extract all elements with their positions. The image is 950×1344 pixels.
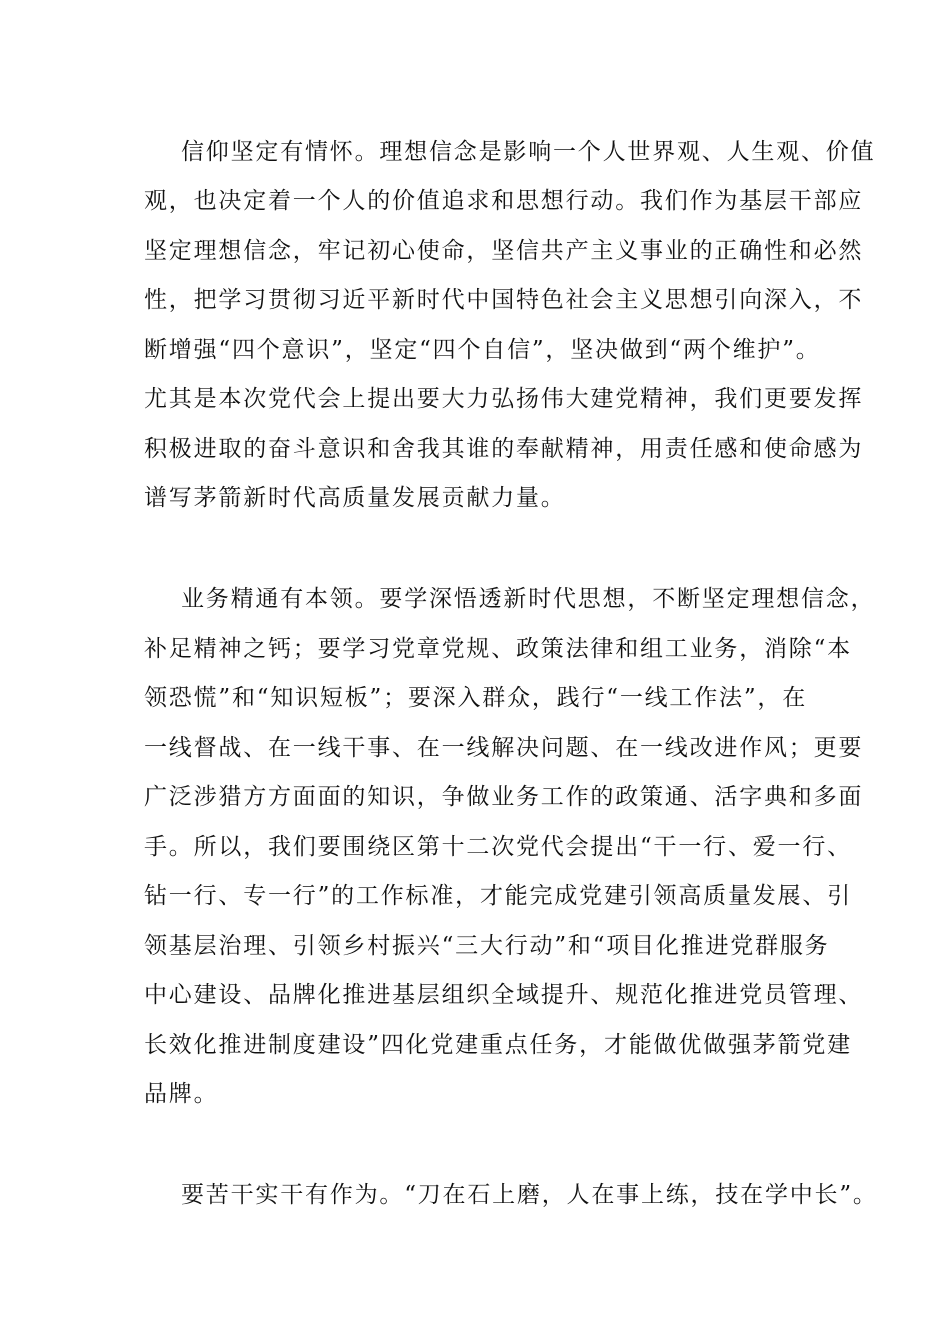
text-line: 尤其是本次党代会上提出要大力弘扬伟大建党精神，我们更要发挥 — [144, 386, 864, 412]
text-line: 一线督战、在一线干事、在一线解决问题、在一线改进作风；更要 — [144, 735, 864, 761]
text-line: 要苦干实干有作为。“刀在石上磨，人在事上练，技在学中长”。 — [181, 1182, 878, 1208]
text-line: 断增强“四个意识”，坚定“四个自信”，坚决做到“两个维护”。 — [144, 337, 821, 363]
text-line: 长效化推进制度建设”四化党建重点任务，才能做优做强茅箭党建 — [144, 1032, 852, 1058]
text-line: 领恐慌”和“知识短板”；要深入群众，践行“一线工作法”，在 — [144, 685, 807, 711]
text-line: 谱写茅箭新时代高质量发展贡献力量。 — [144, 485, 566, 511]
text-line: 钻一行、专一行”的工作标准，才能完成党建引领高质量发展、引 — [144, 883, 852, 909]
text-line: 领基层治理、引领乡村振兴“三大行动”和“项目化推进党群服务 — [144, 933, 830, 959]
text-line: 补足精神之钙；要学习党章党规、政策法律和组工业务，消除“本 — [144, 636, 852, 662]
text-line: 广泛涉猎方方面面的知识，争做业务工作的政策通、活字典和多面 — [144, 784, 864, 810]
text-line: 业务精通有本领。要学深悟透新时代思想，不断坚定理想信念， — [181, 586, 876, 612]
text-line: 中心建设、品牌化推进基层组织全域提升、规范化推进党员管理、 — [144, 982, 864, 1008]
text-line: 性，把学习贯彻习近平新时代中国特色社会主义思想引向深入，不 — [144, 287, 864, 313]
text-line: 坚定理想信念，牢记初心使命，坚信共产主义事业的正确性和必然 — [144, 238, 864, 264]
text-line: 信仰坚定有情怀。理想信念是影响一个人世界观、人生观、价值 — [181, 139, 876, 165]
text-line: 品牌。 — [144, 1081, 219, 1107]
text-line: 积极进取的奋斗意识和舍我其谁的奉献精神，用责任感和使命感为 — [144, 436, 864, 462]
text-line: 观，也决定着一个人的价值追求和思想行动。我们作为基层干部应 — [144, 188, 864, 214]
text-line: 手。所以，我们要围绕区第十二次党代会提出“干一行、爱一行、 — [144, 834, 852, 860]
